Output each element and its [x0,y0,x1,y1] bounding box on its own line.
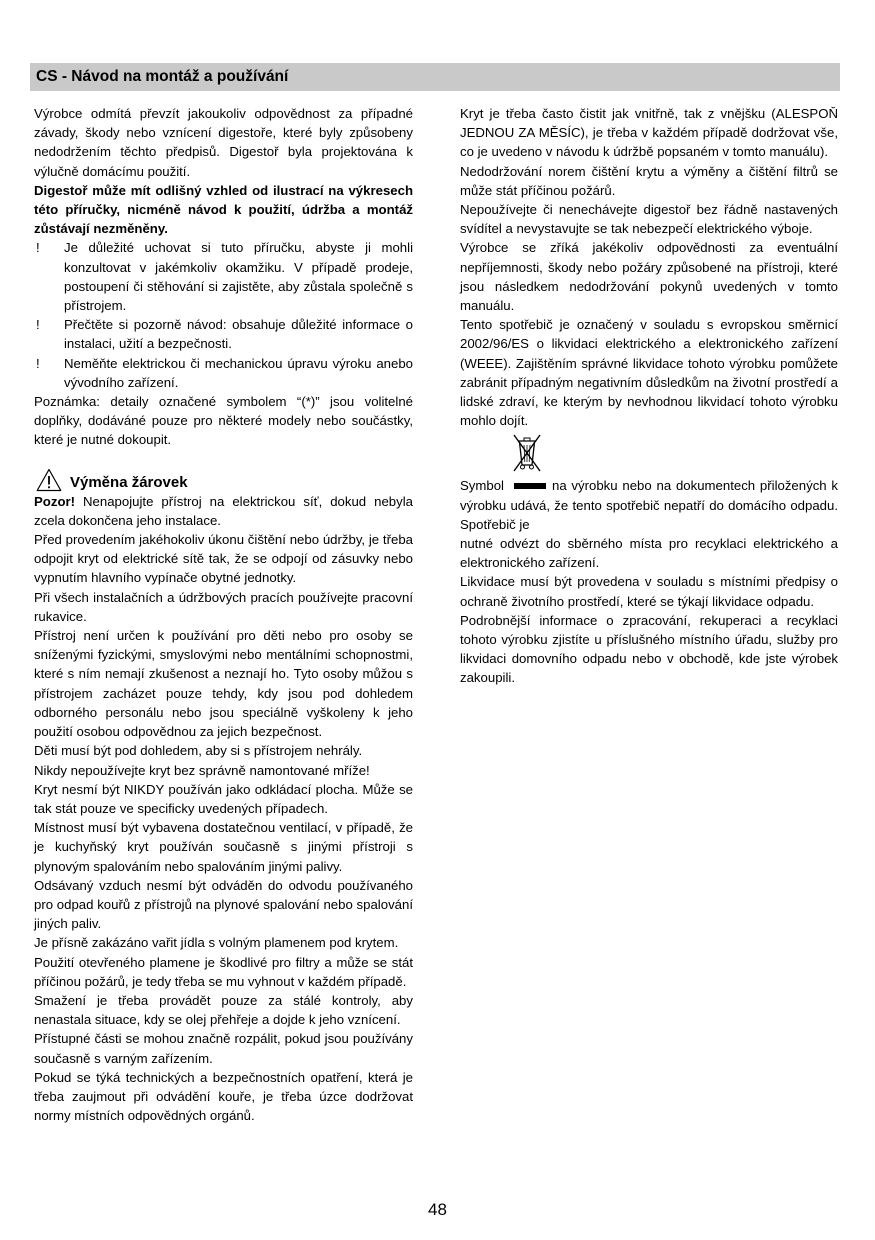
paragraph: Použití otevřeného plamene je škodlivé pro filtry a může se stát příčinou požárů, je tedy třeba se mu vyhnout v každém případě. [34,954,413,989]
symbol-label: Symbol [460,478,504,494]
paragraph: Kryt je třeba často čistit jak vnitřně, tak z vnějšku (ALESPOŇ JEDNOU ZA MĚSÍC), je třeba v každém případě dodržovat vše, co je uvedeno v návodu k údržbě popsaném v tomto manuálu). [460,106,838,160]
paragraph: Přístupné části se mohou značně rozpálit, pokud jsou používány současně s varným zařízením. [34,1031,413,1066]
caution-label: Pozor! [34,493,76,509]
weee-symbol [510,432,838,476]
warning-text: Neměňte elektrickou či mechanickou úpravu výroku anebo vývodního zařízení. [64,355,413,390]
warning-item [34,354,413,392]
warning-item [34,238,413,315]
warning-text: Přečtěte si pozorně návod: obsahuje důležité informace o instalaci, užití a bezpečnosti. [64,317,413,352]
exclamation-mark: ! [36,355,40,371]
section-header-bar [30,63,840,91]
crossed-bin-icon [510,432,544,474]
black-bar-icon [514,483,546,489]
paragraph: Děti musí být pod dohledem, aby si s přístrojem nehrály. [34,743,363,759]
section-title: Výměna žárovek [70,473,188,491]
symbol-text: na výrobku nebo na dokumentech přiložených k výrobku udává, že tento spotřebič nepatří do domácího odpadu. Spotřebič je [460,478,838,532]
paragraph: Likvidace musí být provedena v souladu s místními předpisy o ochraně životního prostředí, které se týkají likvidace odpadu. [460,574,838,609]
warning-text: Je důležité uchovat si tuto příručku, abyste ji mohli konzultovat v jakémkoliv okamžiku. V případě prodeje, postoupení či stěhování si zajistěte, aby zůstala společně s přístrojem. [64,240,413,314]
paragraph: Nikdy nepoužívejte kryt bez správně namontované mříže! [34,762,370,778]
paragraph: Při všech instalačních a údržbových pracích používejte pracovní rukavice. [34,589,413,624]
paragraph: Je přísně zakázáno vařit jídla s volným plamenem pod krytem. [34,935,399,951]
paragraph: Výrobce odmítá převzít jakoukoliv odpovědnost za případné závady, škody nebo vznícení digestoře, které byly způsobeny nedodržením těchto předpisů. Digestoř byla projektována k výlučně domácímu použití. [34,106,413,179]
paragraph: Pokud se týká technických a bezpečnostních opatření, která je třeba zaujmout při odvádění kouře, je třeba úzce dodržovat normy místních odpovědných orgánů. [34,1069,413,1124]
bold-notice: Digestoř může mít odlišný vzhled od ilustrací na výkresech této příručky, nicméně návod k použití, údržba a montáž zůstávají nezměněny. [34,182,413,237]
paragraph: Výrobce se zříká jakékoliv odpovědnosti za eventuální nepříjemnosti, škody nebo požáry způsobené na přístroji, které jsou následkem nedodržování pokynů uvedených v tomto manuálu. [460,240,838,314]
paragraph [34,492,413,530]
right-column [460,104,838,688]
paragraph: Odsávaný vzduch nesmí být odváděn do odvodu používaného pro odpad kouřů z přístrojů na plynové spalování nebo spalování jiných paliv. [34,877,413,932]
exclamation-mark: ! [36,240,40,256]
paragraph: Podrobnější informace o zpracování, rekuperaci a recyklaci tohoto výrobku zjistíte u příslušného místního úřadu, služby pro likvidaci domovního odpadu nebo v obchodě, kde jste výrobek zakoupili. [460,612,838,686]
left-column [34,104,413,1125]
section-heading [34,465,413,492]
caution-text: Nenapojujte přístroj na elektrickou síť, dokud nebyla zcela dokončena jeho instalace. [34,493,413,528]
paragraph [460,476,838,534]
paragraph: Nepoužívejte či nenechávejte digestoř bez řádně nastavených svídítel a nevystavujte se tak nebezpečí elektrického výboje. [460,202,838,237]
paragraph: Před provedením jakéhokoliv úkonu čištění nebo údržby, je třeba odpojit kryt od elektrické sítě tak, že se odpojí od zásuvky nebo vypnutím hlavního vypínače obytné jednotky. [34,532,413,586]
exclamation-mark: ! [36,317,40,333]
paragraph: Nedodržování norem čištění krytu a výměny a čištění filtrů se může stát příčinou požárů. [460,163,838,198]
paragraph: Místnost musí být vybavena dostatečnou ventilací, v případě, že je kuchyňský kryt používán současně s jinými přístroji s plynovým spalováním nebo spalováním jinými palivy. [34,820,413,874]
paragraph: nutné odvézt do sběrného místa pro recyklaci elektrického a elektronického zařízení. [460,536,838,571]
page-number: 48 [428,1200,447,1219]
warning-triangle-icon [36,468,62,492]
warning-item [34,315,413,353]
paragraph: Smažení je třeba provádět pouze za stálé kontroly, aby nenastala situace, kdy se olej přehřeje a dojde k jeho vznícení. [34,992,413,1028]
paragraph: Kryt nesmí být NIKDY používán jako odkládací plocha. Může se tak stát pouze ve specificky uvedených případech. [34,781,413,816]
paragraph: Přístroj není určen k používání pro děti nebo pro osoby se sníženými fyzickými, smyslovými nebo mentálními schopnostmi, které s ním nemají zkušenost a neznají ho. Tyto osoby můžou s přístrojem zacházet pouze tehdy, kdy jsou pod dohledem odborného personálu nebo jsou speciálně vyškoleny k jeho použití osobou odpovědnou za jejich bezpečnost. [34,628,413,740]
paragraph: Tento spotřebič je označený v souladu s evropskou směrnicí 2002/96/ES o likvidaci elektrického a elektronického zařízení (WEEE). Zajištěním správné likvidace tohoto výrobku pomůžete zabránit případným negativním důsledkům na životní prostředí a lidské zdraví, ke kterým by nevhodnou likvidací tohoto výrobku mohlo dojít. [460,317,838,429]
note-paragraph: Poznámka: detaily označené symbolem “(*)” jsou volitelné doplňky, dodáváné pouze pro některé modely nebo součástky, které je nutné dokoupit. [34,394,413,448]
page-title: CS - Návod na montáž a používání [36,68,289,85]
